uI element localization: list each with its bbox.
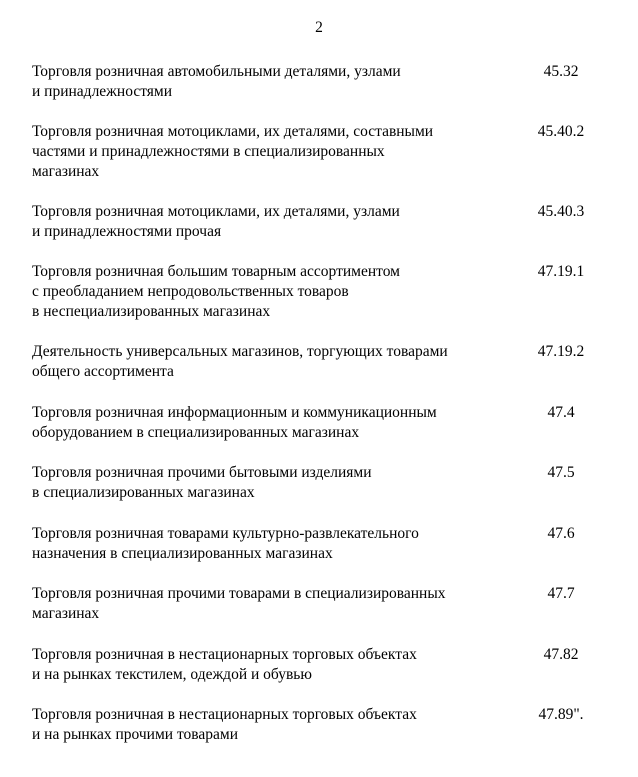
entry-description (32, 202, 510, 242)
description-line: Торговля розничная большим товарным ассортиментом (32, 263, 400, 280)
entry-description (32, 62, 510, 102)
entry-description (32, 342, 510, 382)
entry-code: 45.40.3 (537, 203, 585, 220)
entry-description (32, 584, 510, 624)
description-line: и принадлежностями (32, 83, 173, 100)
description-line: магазинах (32, 605, 100, 622)
entry-code: 47.19.1 (537, 263, 585, 280)
entry-description (32, 645, 510, 685)
entry-description (32, 524, 510, 564)
description-line: и принадлежностями прочая (32, 223, 222, 240)
page-number: 2 (315, 19, 323, 36)
entry-description (32, 705, 510, 745)
description-line: Торговля розничная в нестационарных торговых объектах (32, 706, 417, 723)
entry-description (32, 403, 510, 443)
description-line: с преобладанием непродовольственных товаров (32, 283, 349, 300)
description-line: Торговля розничная прочими товарами в специализированных (32, 585, 446, 602)
entry-code: 45.32 (543, 63, 579, 80)
description-line: оборудованием в специализированных магазинах (32, 424, 360, 441)
description-line: Торговля розничная товарами культурно-развлекательного (32, 525, 419, 542)
description-line: Торговля розничная информационным и коммуникационным (32, 404, 437, 421)
entry-code: 47.4 (547, 404, 575, 421)
description-line: частями и принадлежностями в специализированных (32, 143, 385, 160)
description-line: Торговля розничная мотоциклами, их деталями, составными (32, 123, 434, 140)
description-line: общего ассортимента (32, 363, 174, 380)
entry-description (32, 262, 510, 322)
entry-code: 45.40.2 (537, 123, 585, 140)
description-line: в специализированных магазинах (32, 484, 255, 501)
description-line: Торговля розничная мотоциклами, их деталями, узлами (32, 203, 400, 220)
description-line: и на рынках текстилем, одеждой и обувью (32, 666, 312, 683)
description-line: магазинах (32, 163, 100, 180)
description-line: Деятельность универсальных магазинов, торгующих товарами (32, 343, 448, 360)
description-line: Торговля розничная автомобильными деталями, узлами (32, 63, 401, 80)
entry-code: 47.7 (547, 585, 575, 602)
entry-description (32, 122, 510, 182)
description-line: и на рынках прочими товарами (32, 726, 238, 743)
description-line: назначения в специализированных магазинах (32, 545, 333, 562)
entry-description (32, 463, 510, 503)
entry-code: 47.6 (547, 525, 575, 542)
entry-code: 47.89". (538, 706, 584, 723)
description-line: Торговля розничная в нестационарных торговых объектах (32, 646, 417, 663)
entry-code: 47.19.2 (537, 343, 585, 360)
entry-code: 47.82 (543, 646, 579, 663)
description-line: в неспециализированных магазинах (32, 303, 271, 320)
description-line: Торговля розничная прочими бытовыми изделиями (32, 464, 372, 481)
entry-code: 47.5 (547, 464, 575, 481)
